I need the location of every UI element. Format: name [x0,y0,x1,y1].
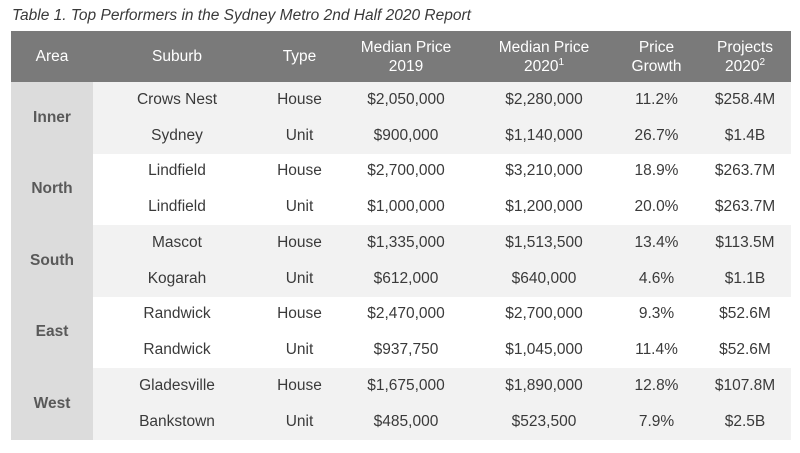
header-suburb: Suburb [152,48,202,65]
cell-projects-2020: $113.5M [715,233,775,251]
cell-price-growth: 12.8% [634,376,679,394]
cell-median-2020: $523,500 [511,412,577,430]
cell-type: Unit [285,126,314,144]
cell-median-2019: $2,470,000 [367,305,445,323]
cell-projects-2020: $107.8M [714,376,776,394]
table-row [93,297,791,333]
cell-median-2020: $1,513,500 [505,233,583,251]
cell-median-2020: $1,890,000 [505,376,583,394]
cell-median-2020: $1,140,000 [505,126,583,144]
header-median-2020: Median Price 2020$^1$ [498,38,590,75]
cell-suburb: Bankstown [139,412,215,430]
cell-area: East [11,297,93,369]
cell-type: House [277,162,322,180]
area-group [11,297,791,369]
cell-price-growth: 11.4% [635,341,678,359]
cell-suburb: Mascot [152,233,202,251]
cell-type: Unit [285,341,314,359]
table-row [93,82,791,118]
cell-area: South [11,225,93,297]
cell-median-2019: $937,750 [373,341,439,359]
cell-suburb: Crows Nest [136,90,218,108]
cell-projects-2020: $1.1B [724,269,766,287]
table-row [93,368,791,404]
cell-price-growth: 7.9% [638,412,675,430]
cell-median-2020: $1,200,000 [505,198,583,216]
cell-projects-2020: $2.5B [724,412,766,430]
cell-price-growth: 4.6% [638,269,675,287]
cell-median-2020: $2,700,000 [505,305,583,323]
cell-price-growth: 26.7% [634,126,679,144]
header-type: Type [282,48,317,65]
cell-projects-2020: $52.6M [719,341,771,359]
cell-median-2019: $1,675,000 [367,376,445,394]
header-projects-2020: Projects 2020$^2$ [717,38,773,75]
cell-median-2019: $2,700,000 [367,162,445,180]
area-group [11,225,791,297]
table-row [93,404,791,440]
cell-median-2019: $1,000,000 [367,198,445,216]
cell-type: House [277,90,322,108]
cell-area: Inner [11,82,93,154]
header-area: Area [35,48,69,65]
footnote-marker-1: 1 [558,56,565,68]
cell-suburb: Lindfield [148,198,206,216]
cell-type: House [277,305,322,323]
cell-area: North [11,154,93,226]
cell-median-2019: $485,000 [373,412,439,430]
cell-median-2019: $612,000 [373,269,439,287]
cell-type: House [277,376,322,394]
cell-projects-2020: $263.7M [714,198,776,216]
cell-median-2020: $640,000 [511,269,577,287]
cell-price-growth: 20.0% [634,198,679,216]
footnote-marker-2: 2 [759,56,766,68]
cell-area: West [11,368,93,440]
header-median-2019: Median Price 2019 [360,38,452,75]
cell-price-growth: 13.4% [634,233,679,251]
cell-median-2020: $3,210,000 [505,162,583,180]
table-row [93,261,791,297]
cell-type: House [277,233,322,251]
cell-median-2020: $1,045,000 [505,341,583,359]
table-row [93,332,791,368]
cell-suburb: Gladesville [139,376,215,394]
table-header-row [11,31,791,82]
area-group [11,82,791,154]
table-row [93,154,791,190]
cell-type: Unit [285,412,314,430]
area-group [11,154,791,226]
cell-suburb: Randwick [143,305,211,323]
cell-price-growth: 9.3% [638,305,675,323]
cell-projects-2020: $1.4B [724,126,766,144]
cell-median-2019: $2,050,000 [367,90,445,108]
cell-price-growth: 18.9% [634,162,679,180]
cell-median-2019: $900,000 [373,126,439,144]
table-row [93,189,791,225]
cell-suburb: Lindfield [148,162,206,180]
cell-projects-2020: $263.7M [714,162,776,180]
cell-suburb: Sydney [151,126,203,144]
cell-projects-2020: $52.6M [719,305,771,323]
cell-median-2019: $1,335,000 [367,233,445,251]
cell-suburb: Randwick [143,341,211,359]
cell-type: Unit [285,198,314,216]
table-caption: Table 1. Top Performers in the Sydney Metro 2nd Half 2020 Report [12,7,471,24]
cell-median-2020: $2,280,000 [505,90,583,108]
top-performers-table [11,31,791,440]
header-price-growth: Price Growth [631,38,682,75]
cell-suburb: Kogarah [147,269,207,287]
cell-type: Unit [285,269,314,287]
table-row [93,118,791,154]
area-group [11,368,791,440]
table-row [93,225,791,261]
cell-price-growth: 11.2% [635,90,678,108]
cell-projects-2020: $258.4M [714,90,776,108]
